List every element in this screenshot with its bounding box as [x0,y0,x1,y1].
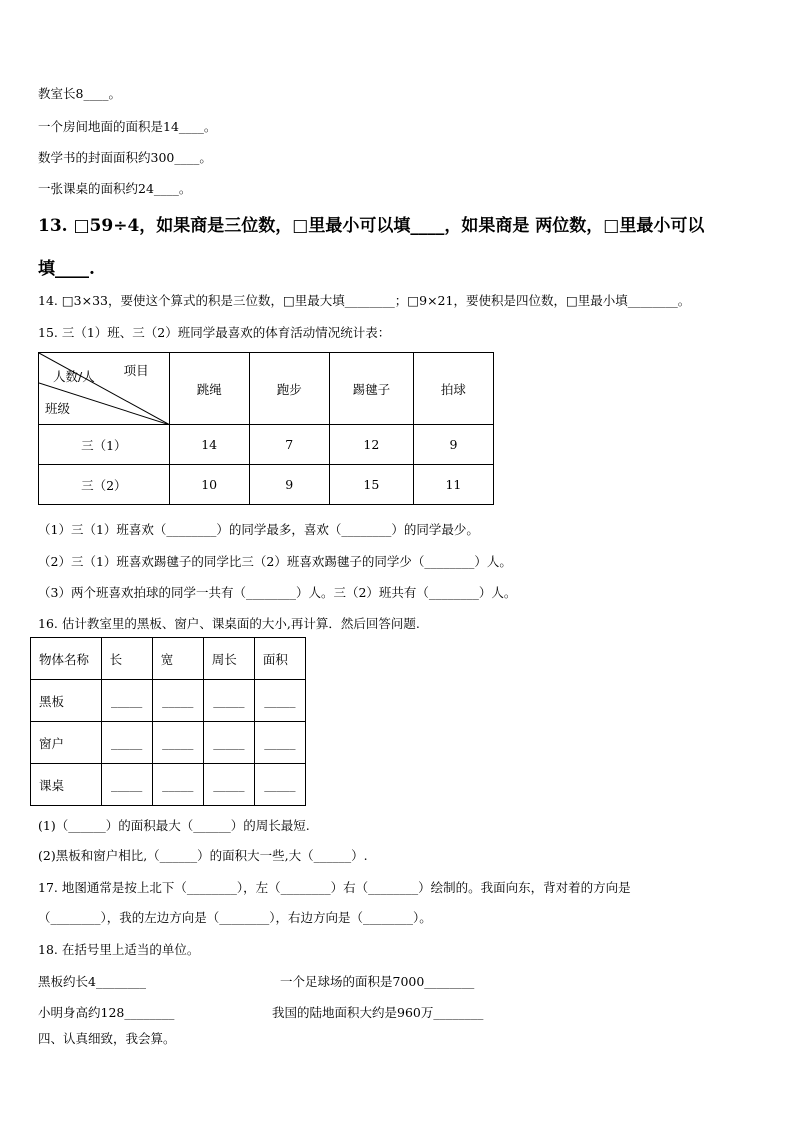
row-label: 三（2） [39,465,170,505]
row-label: 课桌 [31,764,102,806]
q15-sub2: （2）三（1）班喜欢踢毽子的同学比三（2）班喜欢踢毽子的同学少（________）人。 [38,554,512,569]
q16-sub1: (1)（______）的面积最大（______）的周长最短. [38,818,310,833]
blank-cell[interactable]: _____ [203,764,254,806]
col-header: 跑步 [249,353,329,425]
col-header: 面积 [254,638,305,680]
blank-cell[interactable]: _____ [254,764,305,806]
q16-sub2: (2)黑板和窗户相比,（______）的面积大一些,大（______）. [38,848,368,863]
header-count-label: 人数/人 [53,369,95,384]
blank-cell[interactable]: _____ [203,680,254,722]
q14-text: 14. □3×33，要使这个算式的积是三位数，□里最大填________；□9×21，要使积是四位数，□里最小填________。 [38,293,691,308]
cell: 9 [249,465,329,505]
table-row [39,425,494,465]
row-label: 黑板 [31,680,102,722]
col-header: 拍球 [413,353,493,425]
cell: 9 [413,425,493,465]
line-top-3: 数学书的封面面积约300____。 [38,150,212,165]
header-class-label: 班级 [45,401,71,416]
q17-line2: （________），我的左边方向是（________），右边方向是（________）。 [38,910,432,925]
row-label: 窗户 [31,722,102,764]
q15-diagonal-header [39,353,170,425]
blank-cell[interactable]: _____ [101,764,152,806]
line-top-2: 一个房间地面的面积是14____。 [38,119,217,134]
blank-cell[interactable]: _____ [254,680,305,722]
cell: 7 [249,425,329,465]
row-label: 三（1） [39,425,170,465]
col-header: 长 [101,638,152,680]
blank-cell[interactable]: _____ [203,722,254,764]
q15-title: 15. 三（1）班、三（2）班同学最喜欢的体育活动情况统计表： [38,325,391,340]
cell: 12 [329,425,413,465]
q18-b: 一个足球场的面积是7000________ [280,974,475,989]
header-item-label: 项目 [123,363,149,378]
q16-title: 16. 估计教室里的黑板、窗户、课桌面的大小,再计算．然后回答问题. [38,616,420,631]
col-header: 物体名称 [31,638,102,680]
line-top-1: 教室长8____。 [38,86,121,101]
section-four-heading: 四、认真细致，我会算。 [38,1031,176,1046]
table-row [31,764,306,806]
col-header: 跳绳 [169,353,249,425]
q18-a: 黑板约长4________ [38,974,146,989]
q17-line1: 17. 地图通常是按上北下（________），左（________）右（________）绘制的。我面向东，背对着的方向是 [38,880,631,895]
table-row [31,680,306,722]
q13-line1: 13. □59÷4，如果商是三位数，□里最小可以填____，如果商是 两位数，□里最小可以 [38,216,705,236]
col-header: 周长 [203,638,254,680]
table-row [31,722,306,764]
line-top-4: 一张课桌的面积约24____。 [38,181,192,196]
q18-c: 小明身高约128________ [38,1005,175,1020]
q16-table [30,637,306,806]
cell: 15 [329,465,413,505]
table-row [39,465,494,505]
blank-cell[interactable]: _____ [101,680,152,722]
blank-cell[interactable]: _____ [101,722,152,764]
q15-sub3: （3）两个班喜欢拍球的同学一共有（________）人。三（2）班共有（________）人。 [38,585,517,600]
blank-cell[interactable]: _____ [152,764,203,806]
blank-cell[interactable]: _____ [254,722,305,764]
q15-sub1: （1）三（1）班喜欢（________）的同学最多，喜欢（________）的同学最少。 [38,522,479,537]
q13-line2: 填____. [38,259,95,279]
blank-cell[interactable]: _____ [152,722,203,764]
q18-title: 18. 在括号里上适当的单位。 [38,942,200,957]
cell: 14 [169,425,249,465]
cell: 11 [413,465,493,505]
col-header: 宽 [152,638,203,680]
cell: 10 [169,465,249,505]
q18-d: 我国的陆地面积大约是960万________ [272,1005,484,1020]
q15-table [38,352,494,505]
col-header: 踢毽子 [329,353,413,425]
blank-cell[interactable]: _____ [152,680,203,722]
